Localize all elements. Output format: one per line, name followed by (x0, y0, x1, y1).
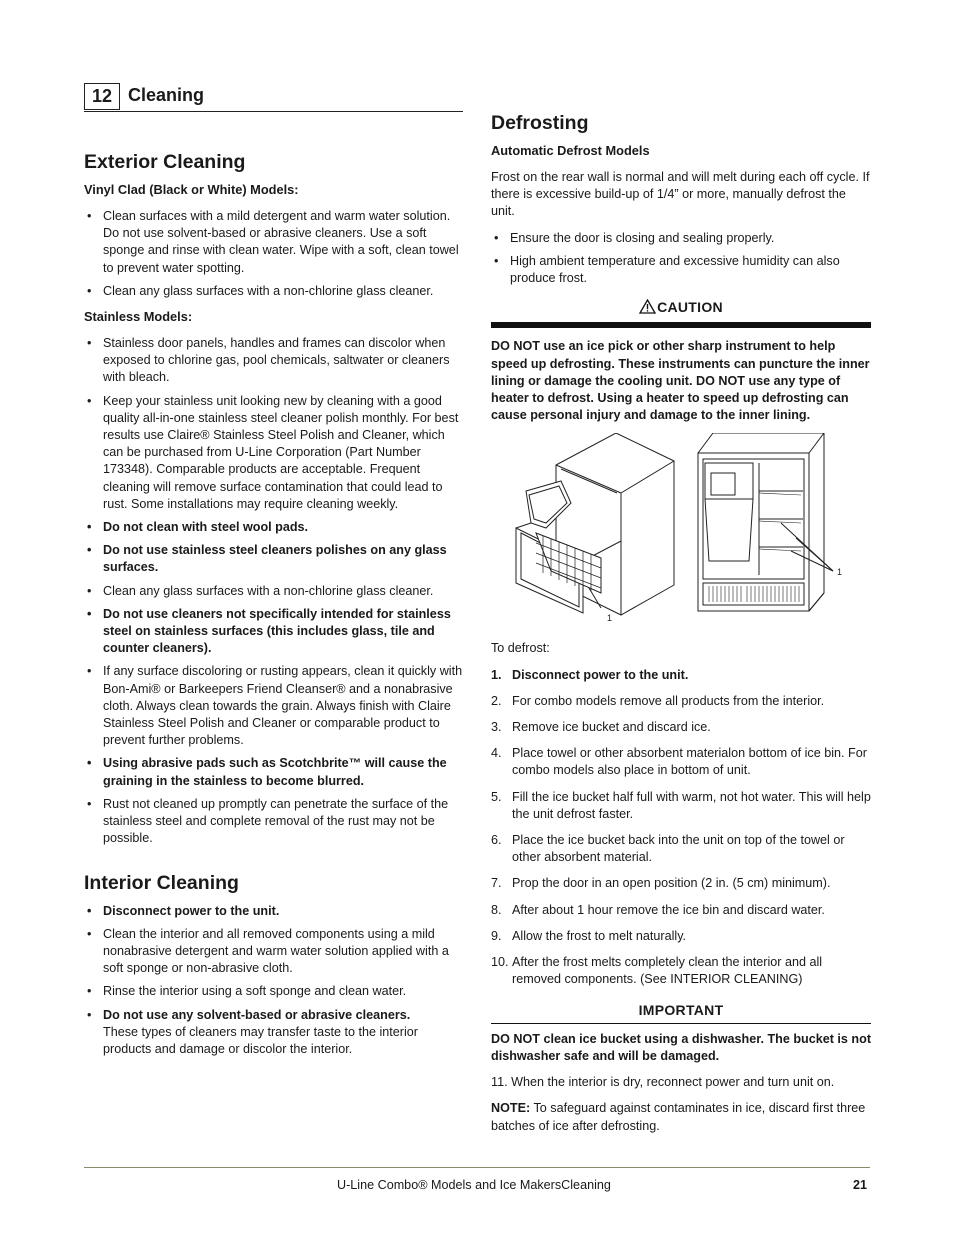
interior-warning-text: These types of cleaners may transfer taste to the interior products and damage or discolor the interior. (103, 1024, 418, 1056)
step-text: After about 1 hour remove the ice bin and discard water. (512, 902, 825, 917)
caution-text: DO NOT use an ice pick or other sharp instrument to help speed up defrosting. These instruments can puncture the inner lining or damage the cooling unit. DO NOT use any type of heater to defrost. Using a heater to speed up defrosting can cause personal injury and damage to the inner lining. (491, 339, 870, 423)
step-text: Allow the frost to melt naturally. (512, 928, 687, 943)
interior-list (84, 903, 464, 1059)
step-text: Disconnect power to the unit. (512, 667, 689, 682)
list-item (491, 719, 871, 736)
note-text: To safeguard against contaminates in ice, discard first three batches of ice after defrosting. (491, 1101, 866, 1133)
page-number: 21 (853, 1178, 868, 1192)
step-number: 6. (491, 833, 502, 848)
list-item: • Do not use stainless steel cleaners polishes on any glass surfaces. (84, 542, 464, 576)
list-item: • Stainless door panels, handles and frames can discolor when exposed to chlorine gas, pool chemicals, saltwater or cleaners with bleach. (84, 335, 464, 387)
step-number: 2. (491, 693, 502, 708)
list-item: • Do not clean with steel wool pads. (84, 519, 464, 536)
defrost-illustration (491, 433, 871, 628)
list-item (491, 832, 871, 866)
automatic-defrost-subheading: Automatic Defrost Models (491, 143, 650, 158)
step-number: 8. (491, 902, 502, 917)
step-11: 11. When the interior is dry, reconnect power and turn unit on. (491, 1075, 835, 1090)
warning-triangle-icon (639, 299, 656, 314)
step-number: 4. (491, 746, 502, 761)
list-item: • Rust not cleaned up promptly can penetrate the surface of the stainless steel and complete removal of the rust may not be possible. (84, 796, 464, 848)
defrost-bullets (491, 230, 871, 288)
left-column (84, 150, 464, 1067)
note-label: NOTE: (491, 1101, 531, 1116)
interior-cleaning-heading: Interior Cleaning (84, 871, 239, 894)
list-item: • Do not use cleaners not specifically intended for stainless steel on stainless surfaces (this includes glass, tile and counter cleaners). (84, 606, 464, 658)
chapter-title: Cleaning (128, 85, 205, 105)
list-item: • Using abrasive pads such as Scotchbrite™ will cause the graining in the stainless to become blurred. (84, 755, 464, 789)
list-item (491, 693, 871, 710)
caution-label: CAUTION (657, 299, 723, 316)
list-item (491, 875, 871, 892)
list-item: • Clean any glass surfaces with a non-chlorine glass cleaner. (84, 583, 464, 600)
step-number: 5. (491, 789, 502, 804)
list-item: • Clean surfaces with a mild detergent and warm water solution. Do not use solvent-based or abrasive cleaners. Use a soft sponge and rinse with clean water. Wipe with a soft, clean towel to prevent water spotting. (84, 208, 464, 277)
defrost-steps (491, 667, 871, 989)
figure-label-right: 1 (837, 567, 843, 578)
step-number: 3. (491, 720, 502, 735)
step-number: 7. (491, 876, 502, 891)
note (491, 1100, 871, 1134)
list-item: • Keep your stainless unit looking new by cleaning with a good quality all-in-one stainless steel cleaner polish monthly. For best results use Claire® Stainless Steel Polish and Cleaner, which can be purchased from U-Line Corporation (Part Number 173348). Comparable products are acceptable. Frequent cleaning will remove surface contamination that could lead to rust. Some installations may require cleaning weekly. (84, 393, 464, 513)
chapter-number: 12 (84, 83, 120, 110)
interior-warning-bold: Do not use any solvent-based or abrasive cleaners. (103, 1007, 411, 1022)
step-text: Place towel or other absorbent materialon bottom of ice bin. For combo models also place in bottom of unit. (512, 746, 867, 778)
list-item (84, 1007, 464, 1059)
step-number: 9. (491, 928, 502, 943)
figure-label-left: 1 (607, 613, 613, 624)
list-item: • If any surface discoloring or rusting appears, clean it quickly with Bon-Ami® or Barkeepers Friend Cleanser® and a nonabrasive cloth. Always clean towards the grain. Always finish with Claire Stainless Steel Polish and Cleaner or comparable product to prevent further problems. (84, 663, 464, 749)
list-item (491, 928, 871, 945)
important-text: DO NOT clean ice bucket using a dishwasher. The bucket is not dishwasher safe and will be damaged. (491, 1031, 872, 1063)
ice-maker-diagram (491, 433, 871, 628)
list-item (491, 789, 871, 823)
step-text: Fill the ice bucket half full with warm, not hot water. This will help the unit defrost faster. (512, 789, 871, 821)
list-item: • High ambient temperature and excessive humidity can also produce frost. (491, 253, 871, 287)
list-item (491, 745, 871, 779)
vinyl-models-subheading: Vinyl Clad (Black or White) Models: (84, 182, 299, 197)
step-text: Prop the door in an open position (2 in. (5 cm) minimum). (512, 876, 831, 891)
list-item: • Rinse the interior using a soft sponge and clean water. (84, 983, 464, 1000)
step-number: 10. (491, 955, 509, 970)
right-column (491, 111, 871, 1144)
list-item: • Clean any glass surfaces with a non-chlorine glass cleaner. (84, 283, 464, 300)
footer-text: U-Line Combo® Models and Ice MakersCleaning (337, 1178, 611, 1192)
caution-header (491, 299, 871, 328)
list-item: • Disconnect power to the unit. (84, 903, 464, 920)
footer-rule (84, 1167, 870, 1168)
list-item (491, 667, 871, 684)
defrost-intro: Frost on the rear wall is normal and will melt during each off cycle. If there is excessive build-up of 1/4” or more, manually defrost the unit. (491, 170, 870, 219)
chapter-rule (84, 111, 463, 112)
important-header: IMPORTANT (491, 1002, 871, 1023)
to-defrost-label: To defrost: (491, 641, 550, 656)
list-item (491, 902, 871, 919)
list-item (491, 954, 871, 988)
step-text: Place the ice bucket back into the unit on top of the towel or other absorbent material. (512, 833, 845, 865)
exterior-cleaning-heading: Exterior Cleaning (84, 151, 246, 173)
vinyl-list (84, 208, 464, 300)
stainless-models-subheading: Stainless Models: (84, 309, 193, 325)
stainless-list (84, 335, 464, 847)
step-text: For combo models remove all products from the interior. (512, 693, 825, 708)
step-text: Remove ice bucket and discard ice. (512, 720, 711, 735)
defrosting-heading: Defrosting (491, 112, 589, 134)
list-item: • Clean the interior and all removed components using a mild nonabrasive detergent and warm water solution applied with a soft sponge or non-abrasive cloth. (84, 926, 464, 978)
step-text: After the frost melts completely clean the interior and all removed components. (See INTERIOR CLEANING) (512, 955, 823, 987)
list-item: • Ensure the door is closing and sealing properly. (491, 230, 871, 247)
step-number: 1. (491, 667, 502, 682)
